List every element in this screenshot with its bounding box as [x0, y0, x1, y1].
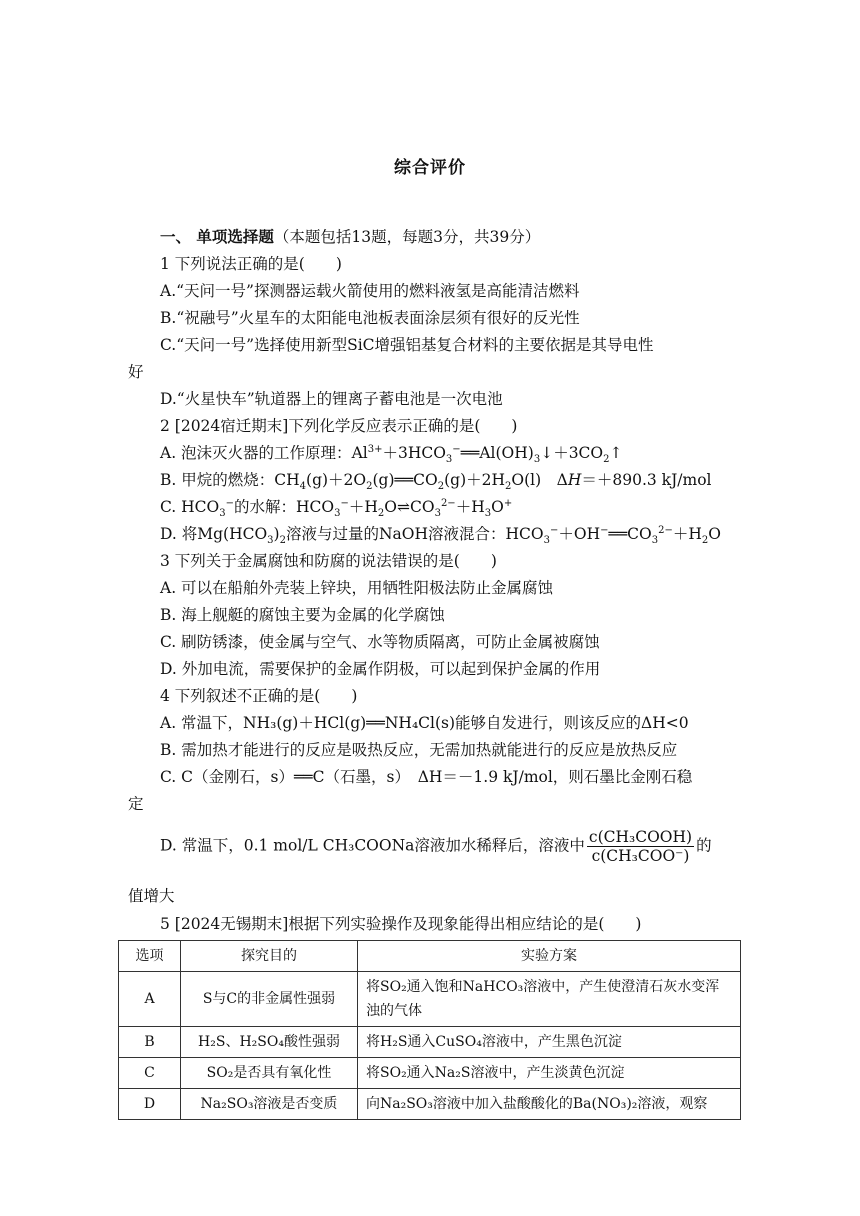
- q1-option-a: A.“天问一号”探测器运载火箭使用的燃料液氢是高能清洁燃料: [160, 282, 580, 300]
- q1-option-c-cont: 好: [128, 363, 144, 381]
- table-cell-option: C: [119, 1058, 181, 1089]
- q4-d-suffix: 的: [696, 836, 712, 855]
- table-header-option: 选项: [119, 941, 181, 972]
- q1-stem: 1 下列说法正确的是( ): [160, 255, 342, 273]
- q2-a-text: A. 泡沫灭火器的工作原理：: [160, 444, 352, 462]
- q3-option-a: A. 可以在船舶外壳装上锌块，用牺牲阳极法防止金属腐蚀: [160, 579, 554, 597]
- q2-d-equation: $HCO_3^-+OH^-══CO_3^{2-}+H_2O$: [505, 524, 721, 547]
- q2-d-text: D. 将Mg(HCO: [160, 525, 268, 543]
- section-heading: [160, 226, 540, 248]
- page-title: 综合评价: [394, 158, 466, 178]
- q4-option-d: [160, 828, 712, 865]
- table-row: [119, 1027, 741, 1058]
- q2-option-a: [160, 442, 623, 464]
- q2-b-equation: $CH_4(g)+2O_2(g)══CO_2(g)+2H_2O(l)$ ΔH＝＋890.3 kJ/mol: [274, 471, 712, 493]
- q1-option-c: C.“天问一号”选择使用新型SiC增强铝基复合材料的主要依据是其导电性: [160, 336, 654, 354]
- table-cell-purpose: SO₂是否具有氧化性: [181, 1058, 358, 1089]
- table-header-row: [119, 941, 741, 972]
- q4-option-a: A. 常温下，NH₃(g)＋HCl(g)══NH₄Cl(s)能够自发进行，则该反应的ΔH<0: [160, 714, 689, 732]
- q4-d-denominator: c(CH₃COO⁻): [591, 847, 690, 865]
- table-cell-plan: 将SO₂通入饱和NaHCO₃溶液中，产生使澄清石灰水变浑浊的气体: [358, 972, 741, 1027]
- q2-option-d: D. 将$Mg(HCO_3)_2$溶液与过量的NaOH溶液混合：$HCO_3^-+OH^-══CO_3^{2-}+H_2O$: [160, 524, 721, 547]
- table-row: [119, 972, 741, 1027]
- q4-option-d-cont: 值增大: [128, 887, 175, 905]
- q3-stem: 3 下列关于金属腐蚀和防腐的说法错误的是( ): [160, 552, 497, 570]
- q4-option-c-cont: 定: [128, 795, 144, 813]
- table-cell-option: D: [119, 1089, 181, 1120]
- q3-option-d: D. 外加电流，需要保护的金属作阴极，可以起到保护金属的作用: [160, 660, 601, 678]
- q2-b-text: B. 甲烷的燃烧：: [160, 471, 275, 489]
- section-heading-text: 一、 单项选择题: [160, 227, 274, 246]
- q2-a-equation: $Al^{3+}+3HCO_3^-══Al(OH)_3↓+3CO_2↑$: [351, 443, 623, 466]
- table-row: [119, 1058, 741, 1089]
- q2-d-mid: ): [273, 525, 280, 543]
- table-header-plan: 实验方案: [358, 941, 741, 972]
- q4-d-text: D. 常温下，0.1 mol/L CH₃COONa溶液加水稀释后，溶液中: [160, 836, 585, 855]
- q2-stem: 2 [2024宿迁期末]下列化学反应表示正确的是( ): [160, 417, 518, 435]
- table-cell-purpose: S与C的非金属性强弱: [181, 972, 358, 1027]
- q2-c-mid: 的水解：: [234, 498, 297, 516]
- q1-option-b: B.“祝融号”火星车的太阳能电池板表面涂层须有很好的反光性: [160, 309, 580, 327]
- q1-option-d: D.“火星快车”轨道器上的锂离子蓄电池是一次电池: [160, 390, 503, 408]
- q2-c-equation: $HCO_3^-+H_2O\rightleftharpoons CO_3^{2-}+H_3O^+$: [296, 497, 513, 520]
- section-note: （本题包括13题，每题3分，共39分）: [273, 228, 541, 246]
- q2-d-mid2: 溶液与过量的NaOH溶液混合：: [285, 525, 506, 543]
- q2-option-c: C. $HCO_3^-$的水解：$HCO_3^-+H_2O\rightleftharpoons CO_3^{2-}+H_3O^+$: [160, 497, 513, 520]
- table-cell-purpose: Na₂SO₃溶液是否变质: [181, 1089, 358, 1120]
- table-header-purpose: 探究目的: [181, 941, 358, 972]
- q5-table: [118, 940, 741, 1120]
- table-cell-plan: 将H₂S通入CuSO₄溶液中，产生黑色沉淀: [358, 1027, 741, 1058]
- table-cell-plan: 将SO₂通入Na₂S溶液中，产生淡黄色沉淀: [358, 1058, 741, 1089]
- table-cell-option: A: [119, 972, 181, 1027]
- table-cell-purpose: H₂S、H₂SO₄酸性强弱: [181, 1027, 358, 1058]
- table-cell-plan: 向Na₂SO₃溶液中加入盐酸酸化的Ba(NO₃)₂溶液，观察: [358, 1089, 741, 1120]
- table-row: [119, 1089, 741, 1120]
- q4-stem: 4 下列叙述不正确的是( ): [160, 687, 358, 705]
- q4-d-numerator: c(CH₃COOH): [588, 828, 693, 846]
- q2-option-b: [160, 469, 712, 491]
- q3-option-c: C. 刷防锈漆，使金属与空气、水等物质隔离，可防止金属被腐蚀: [160, 633, 600, 651]
- q3-option-b: B. 海上舰艇的腐蚀主要为金属的化学腐蚀: [160, 606, 445, 624]
- q5-stem: 5 [2024无锡期末]根据下列实验操作及现象能得出相应结论的是( ): [160, 915, 642, 933]
- q4-option-c: C. C（金刚石，s）══C（石墨，s） ΔH＝－1.9 kJ/mol，则石墨比金刚石稳: [160, 768, 693, 786]
- q4-option-b: B. 需加热才能进行的反应是吸热反应，无需加热就能进行的反应是放热反应: [160, 741, 678, 759]
- table-cell-option: B: [119, 1027, 181, 1058]
- q4-d-fraction: [587, 828, 694, 865]
- q2-c-text: C. HCO: [160, 498, 220, 516]
